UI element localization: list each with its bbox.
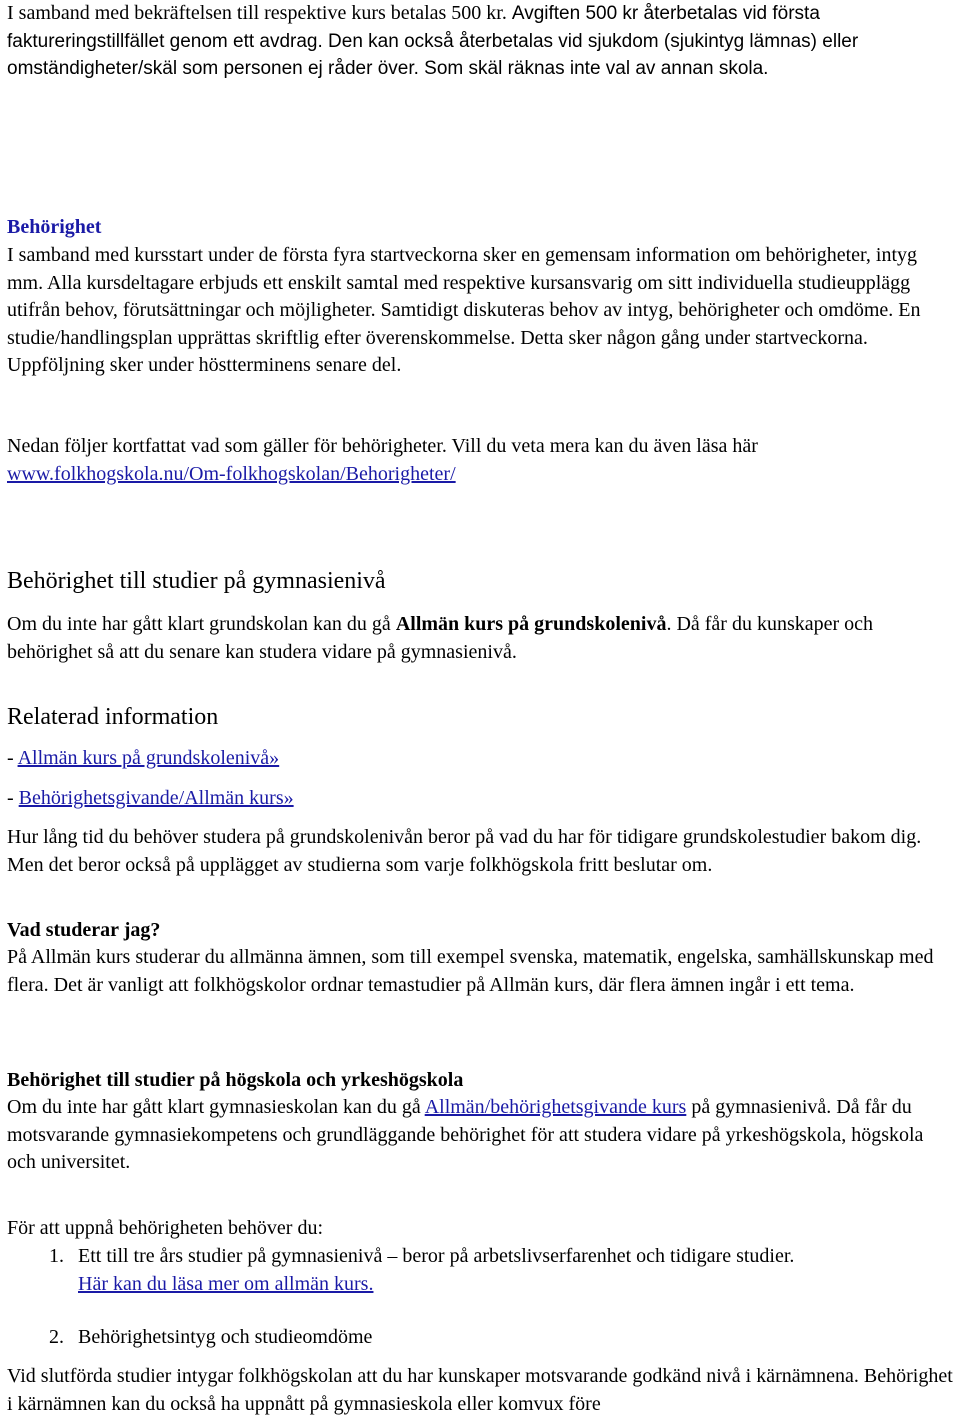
hogskola-text-1: Om du inte har gått klart gymnasieskolan kan du gå bbox=[7, 1096, 425, 1118]
final-paragraph: Vid slutförda studier intygar folkhögskolan att du har kunskaper motsvarande godkänd nivå i kärnämnena. Behörighet i kärnämnen kan du också ha uppnått på gymnasieskola eller komvux före bbox=[7, 1365, 953, 1415]
gymnasie-text-bold: Allmän kurs på grundskolenivå bbox=[395, 613, 667, 635]
behorighet-more-paragraph bbox=[7, 433, 957, 488]
gymnasie-text-1: Om du inte har gått klart grundskolan kan du gå bbox=[7, 613, 396, 635]
requirements-intro: För att uppnå behörigheten behöver du: bbox=[7, 1217, 324, 1239]
gymnasie-paragraph bbox=[7, 611, 957, 666]
section-heading-study: Vad studerar jag? bbox=[7, 919, 161, 941]
section-heading-related: Relaterad information bbox=[7, 704, 219, 730]
gymnasie-text-2: . Då får du kunskaper och behörighet så att du senare kan studera vidare på gymnasienivå. bbox=[7, 613, 874, 663]
section-heading-hogskola: Behörighet till studier på högskola och yrkeshögskola bbox=[7, 1069, 464, 1091]
study-paragraph: På Allmän kurs studerar du allmänna ämnen, som till exempel svenska, matematik, engelska, samhällskunskap med flera. Det är vanligt att folkhögskolor ordnar temastudier på Allmän kurs, där flera ämnen ingår i ett tema. bbox=[7, 946, 934, 996]
hogskola-paragraph bbox=[7, 1094, 957, 1177]
section-heading-gymnasie: Behörighet till studier på gymnasienivå bbox=[7, 568, 386, 594]
list-item-1-text: Ett till tre års studier på gymnasienivå – beror på arbetslivserfarenhet och tidigare studier. bbox=[78, 1245, 795, 1267]
intro-paragraph bbox=[7, 0, 957, 83]
list-number: 2. bbox=[49, 1326, 64, 1348]
allman-behorighetsgivande-link[interactable]: Allmän/behörighetsgivande kurs bbox=[424, 1096, 687, 1118]
behorighet-more-text: Nedan följer kortfattat vad som gäller för behörigheter. Vill du veta mera kan du även läsa här bbox=[7, 435, 758, 457]
list-item-2-text: Behörighetsintyg och studieomdöme bbox=[78, 1326, 373, 1348]
list-number: 1. bbox=[49, 1245, 64, 1267]
behorighetsgivande-link[interactable]: Behörighetsgivande/Allmän kurs» bbox=[18, 787, 294, 809]
dash-2: - bbox=[7, 787, 19, 809]
behorighet-paragraph: I samband med kursstart under de första fyra startveckorna sker en gemensam information om behörigheter, intyg mm. Alla kursdeltagare erbjuds ett enskilt samtal med respektive kursansvarig om sitt individuella studieupplägg utifrån behov, förutsättningar och möjligheter. Samtidigt diskuteras behov av intyg, behörigheter och omdöme. En studie/handlingsplan upprättas skriftlig efter överenskommelse. Detta sker någon gång under startveckorna. Uppföljning sker under höstterminens senare del. bbox=[7, 244, 921, 376]
related-paragraph: Hur lång tid du behöver studera på grundskolenivån beror på vad du har för tidigare grundskolestudier bakom dig. Men det beror också på upplägget av studierna som varje folkhögskola fritt beslutar om. bbox=[7, 826, 922, 876]
dash-1: - bbox=[7, 747, 18, 769]
intro-text-sans: Avgiften 500 kr återbetalas vid första faktureringstillfället genom ett avdrag. Den kan också återbetalas vid sjukdom (sjukintyg lämnas) eller omständigheter/skäl som personen ej råder över. Som skäl räknas inte val av annan skola. bbox=[7, 3, 859, 79]
section-heading-behorighet: Behörighet bbox=[7, 216, 102, 238]
related-item-1 bbox=[7, 745, 957, 773]
allman-kurs-grundskola-link[interactable]: Allmän kurs på grundskolenivå» bbox=[17, 747, 280, 769]
hogskola-text-2: på gymnasienivå. Då får du motsvarande gymnasiekompetens och grundläggande behörighet för att studera vidare på yrkeshögskola, högskola och universitet. bbox=[7, 1096, 924, 1173]
folkhogskola-link[interactable]: www.folkhogskola.nu/Om-folkhogskolan/Behorigheter/ bbox=[7, 462, 456, 485]
intro-text-serif: I samband med bekräftelsen till respektive kurs betalas 500 kr. bbox=[7, 2, 512, 24]
list-item-text bbox=[78, 1243, 948, 1298]
related-item-2 bbox=[7, 785, 957, 813]
read-more-link[interactable]: Här kan du läsa mer om allmän kurs. bbox=[78, 1272, 374, 1295]
